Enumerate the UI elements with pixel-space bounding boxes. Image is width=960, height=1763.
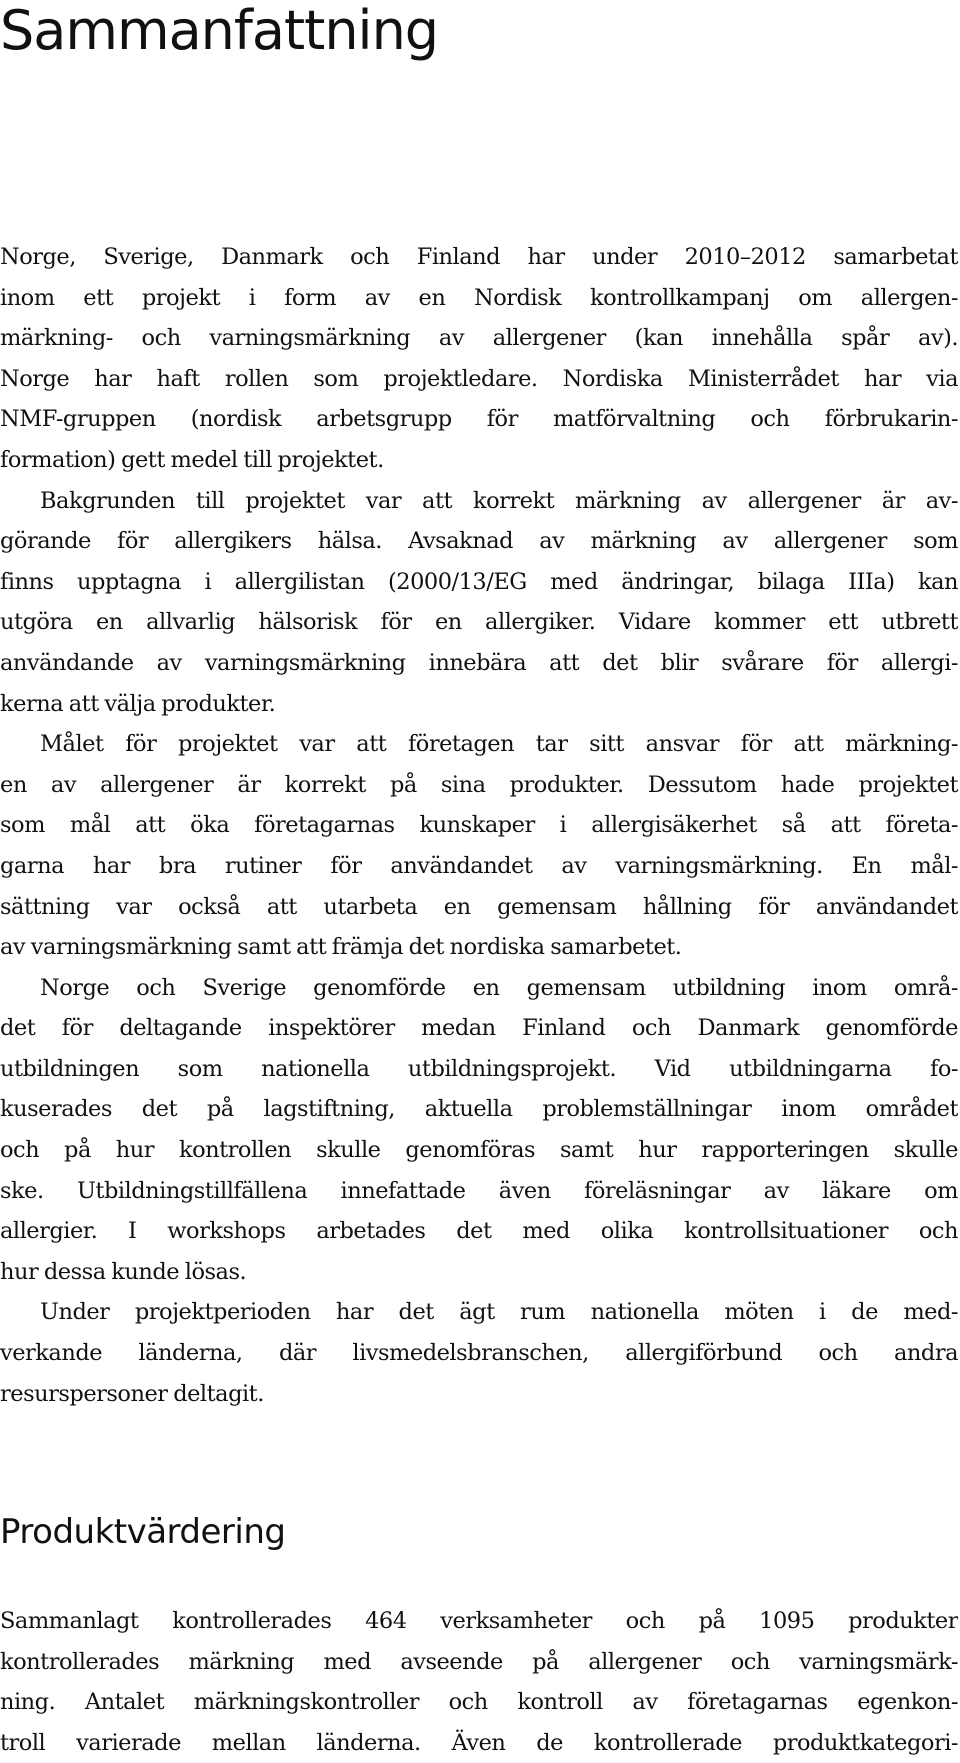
text-line: finns upptagna i allergilistan (2000/13/EG med ändringar, bilaga IIIa) kan [0,568,958,595]
paragraph [0,237,958,481]
page-title: Sammanfattning [0,0,439,62]
text-line: kontrollerades märkning med avseende på allergener och varningsmärk- [0,1648,958,1675]
text-line: användande av varningsmärkning innebära att det blir svårare för allergi- [0,649,958,676]
text-line: och på hur kontrollen skulle genomföras samt hur rapporteringen skulle [0,1137,958,1164]
text-line: troll varierade mellan länderna. Även de kontrollerade produktkategori- [0,1729,958,1756]
section-heading: Produktvärdering [0,1512,286,1552]
product-evaluation-section [0,1601,958,1763]
text-line: NMF-gruppen (nordisk arbetsgrupp för matförvaltning och förbrukarin- [0,406,958,433]
paragraph [0,724,958,968]
paragraph [0,1292,958,1414]
text-line: utbildningen som nationella utbildningsprojekt. Vid utbildningarna fo- [0,1055,958,1082]
text-line: resurspersoner deltagit. [0,1380,264,1407]
text-line: formation) gett medel till projektet. [0,446,384,473]
text-line: utgöra en allvarlig hälsorisk för en allergiker. Vidare kommer ett utbrett [0,609,958,636]
text-line: sättning var också att utarbeta en gemensam hållning för användandet [0,893,958,920]
text-line: verkande länderna, där livsmedelsbranschen, allergiförbund och andra [0,1340,958,1367]
text-line: Bakgrunden till projektet var att korrekt märkning av allergener är av- [40,487,958,514]
text-line: Under projektperioden har det ägt rum nationella möten i de med- [40,1299,958,1326]
text-line: ske. Utbildningstillfällena innefattade även föreläsningar av läkare om [0,1177,958,1204]
text-line: av varningsmärkning samt att främja det nordiska samarbetet. [0,934,682,961]
text-line: garna har bra rutiner för användandet av varningsmärkning. En mål- [0,852,958,879]
text-line: en av allergener är korrekt på sina produkter. Dessutom hade projektet [0,771,958,798]
text-line: görande för allergikers hälsa. Avsaknad av märkning av allergener som [0,528,958,555]
text-line: allergier. I workshops arbetades det med olika kontrollsituationer och [0,1218,958,1245]
text-line: hur dessa kunde lösas. [0,1258,247,1285]
text-line: Norge, Sverige, Danmark och Finland har under 2010–2012 samarbetat [0,244,958,270]
text-line: kuserades det på lagstiftning, aktuella problemställningar inom området [0,1096,958,1123]
text-line: det för deltagande inspektörer medan Finland och Danmark genomförde [0,1015,958,1042]
paragraph [0,968,958,1293]
text-line: märkning- och varningsmärkning av allergener (kan innehålla spår av). [0,325,958,352]
text-line: Sammanlagt kontrollerades 464 verksamheter och på 1095 produkter [0,1608,958,1634]
text-line: ning. Antalet märkningskontroller och kontroll av företagarnas egenkon- [0,1689,958,1716]
paragraph [0,1601,958,1763]
paragraph [0,481,958,725]
text-line: kerna att välja produkter. [0,690,276,717]
text-line: Målet för projektet var att företagen tar sitt ansvar för att märkning- [40,731,958,758]
text-line: Norge och Sverige genomförde en gemensam utbildning inom områ- [40,974,958,1001]
text-line: inom ett projekt i form av en Nordisk kontrollkampanj om allergen- [0,284,958,311]
text-line: som mål att öka företagarnas kunskaper i allergisäkerhet så att företa- [0,812,958,839]
summary-section [0,237,958,1414]
text-line: Norge har haft rollen som projektledare. Nordiska Ministerrådet har via [0,365,958,392]
